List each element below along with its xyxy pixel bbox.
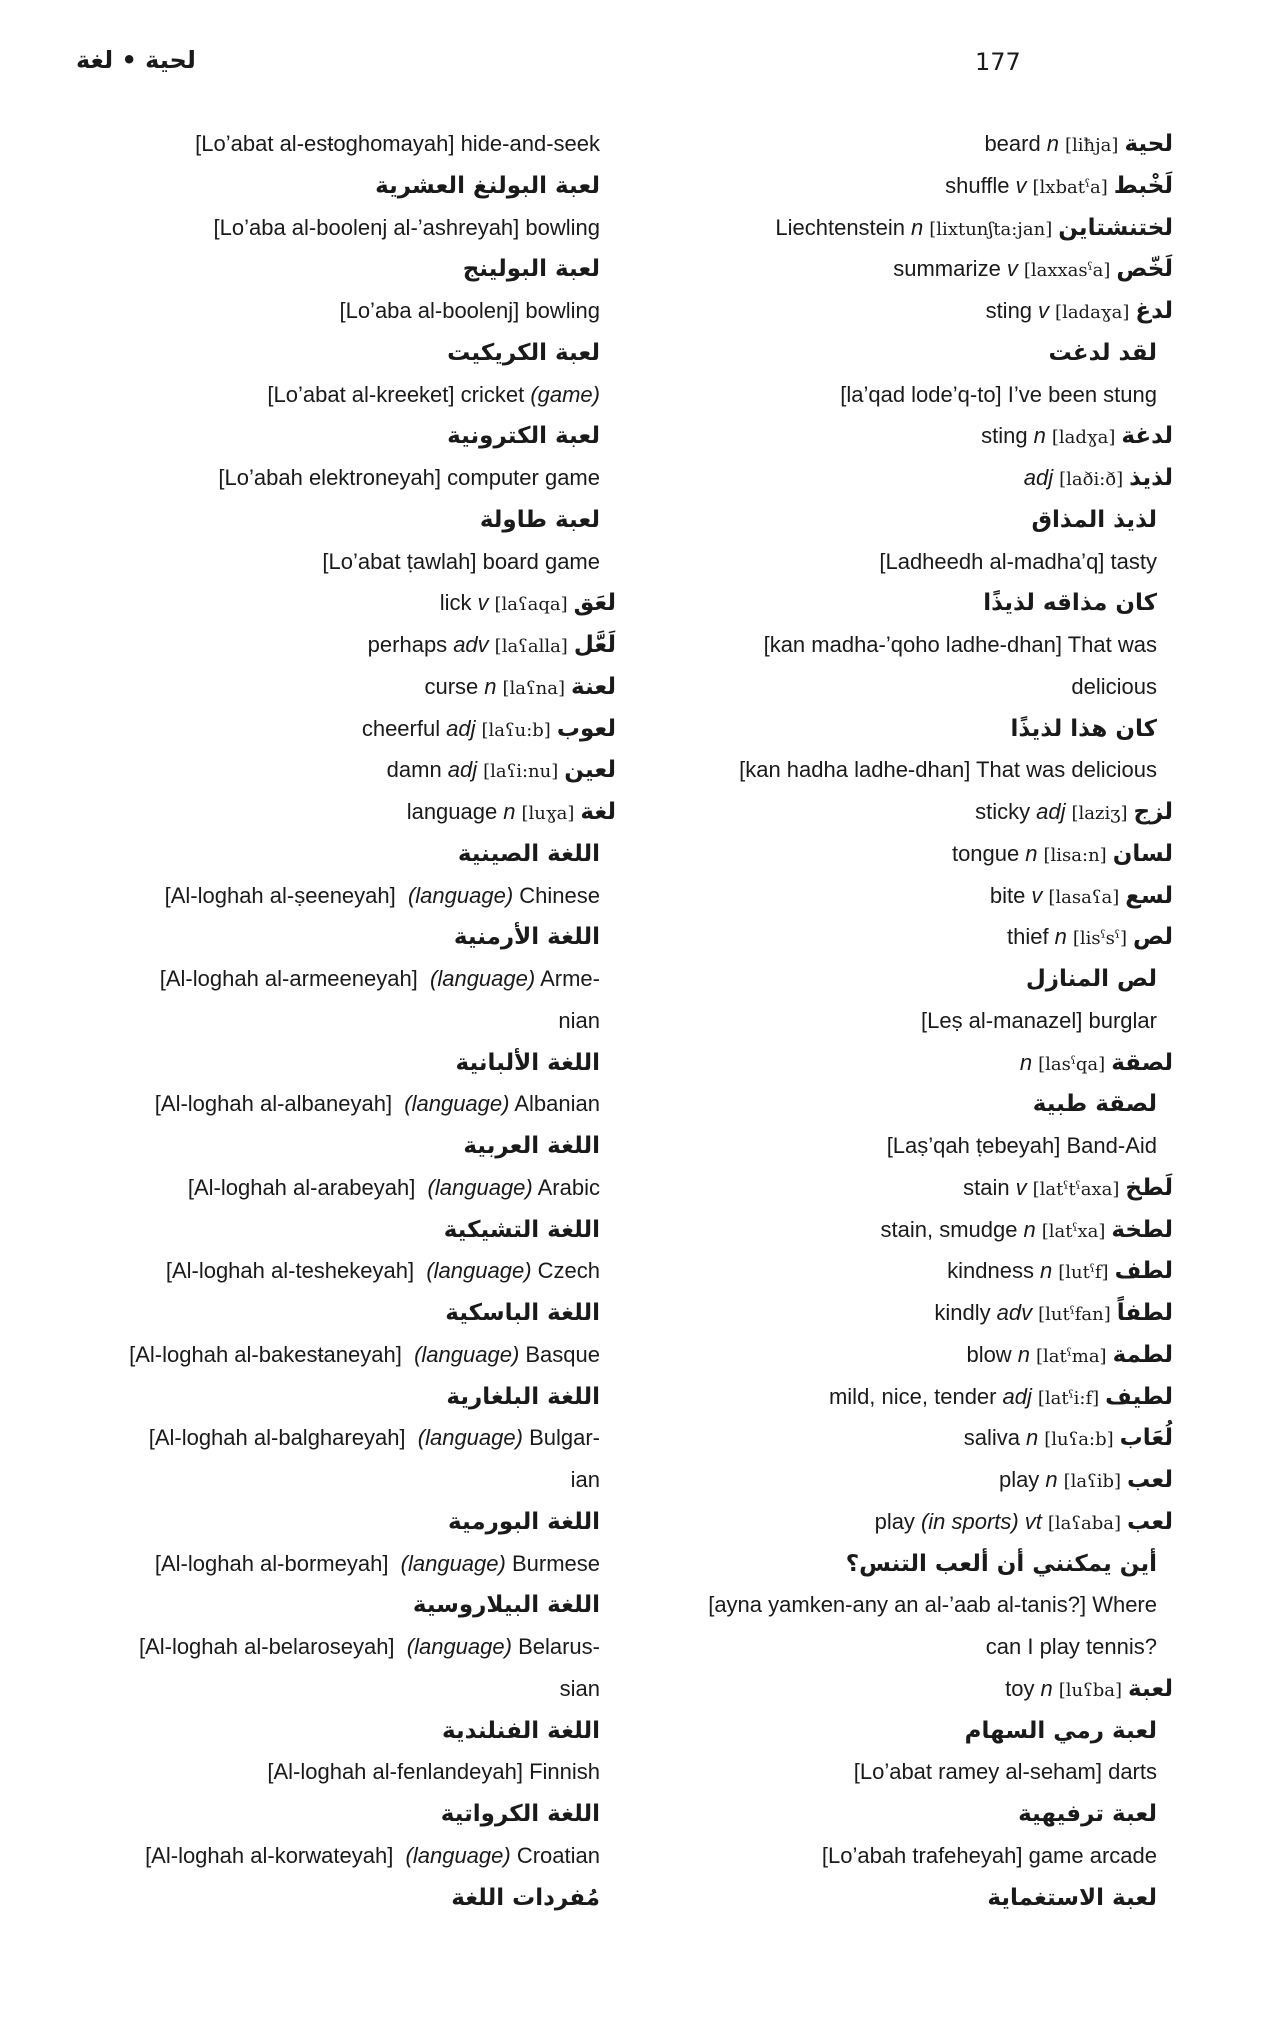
entry-gloss: beard: [984, 131, 1041, 156]
example-phrase-arabic: [454, 917, 600, 957]
example-phrase-arabic: [442, 1711, 600, 1751]
phrase-arabic: لعبة ترفيهية: [1018, 1801, 1157, 1827]
usage-label: (language): [430, 966, 536, 991]
headword-arabic: لعب: [1127, 1508, 1173, 1535]
example-phrase-arabic: [1026, 959, 1157, 999]
pronunciation: [latˤi:f]: [1037, 1387, 1100, 1409]
entry-gloss: curse: [424, 673, 479, 699]
translation-text: Arabic: [532, 1174, 600, 1200]
example-translation: [145, 1836, 600, 1876]
dictionary-entry: [775, 208, 1173, 248]
pronunciation: [luʕba]: [1058, 1679, 1123, 1701]
example-translation: [708, 1585, 1157, 1625]
dictionary-entry: [981, 416, 1173, 456]
phrase-arabic: لعبة طاولة: [479, 506, 600, 533]
transliteration-text: [Al-loghah al-arabeyah]: [187, 1174, 428, 1200]
example-phrase-arabic: [463, 1126, 600, 1166]
example-translation: [887, 1126, 1157, 1166]
pronunciation: [lxbatˤa]: [1032, 176, 1108, 198]
headword-arabic: لطف: [1114, 1258, 1173, 1285]
phrase-arabic: أين يمكنني أن ألعب التنس؟: [845, 1550, 1157, 1577]
entry-gloss: Liechtenstein: [775, 214, 906, 240]
dictionary-entry: [1005, 1669, 1173, 1709]
part-of-speech: n: [1046, 131, 1059, 156]
dictionary-entry: [368, 625, 616, 665]
entry-gloss: play: [998, 1467, 1040, 1492]
transliteration-text: [Al-loghah al-balghareyah]: [148, 1425, 418, 1451]
pronunciation: [laʕu:b]: [481, 719, 551, 741]
transliteration-text: [Lo’abat ṭawlah] board game: [322, 548, 600, 574]
transliteration-text: [Al-loghah al-teshekeyah]: [165, 1258, 427, 1284]
headword-arabic: لسع: [1125, 882, 1173, 909]
example-phrase-arabic: [463, 249, 600, 289]
entry-gloss: perhaps: [367, 632, 448, 657]
transliteration-text: [Lo’abat ramey al-seham] darts: [853, 1759, 1157, 1785]
transliteration-text: [Leṣ al-manazel] burglar: [920, 1007, 1157, 1033]
transliteration-text: [Lo’abat al-esŧoghomayah] hide-and-seek: [195, 131, 600, 156]
entry-gloss: language: [406, 799, 498, 824]
phrase-arabic: اللغة الألبانية: [455, 1049, 600, 1076]
dictionary-entry: [999, 1460, 1173, 1500]
example-phrase-arabic: [447, 333, 600, 373]
transliteration-text: [Lo’abah trafeheyah] game arcade: [821, 1842, 1157, 1868]
part-of-speech: n: [1017, 1341, 1030, 1367]
example-translation: [854, 1752, 1157, 1792]
example-phrase-arabic: [446, 1377, 600, 1417]
example-phrase-arabic: [458, 834, 600, 874]
phrase-arabic: لعبة الكريكيت: [447, 339, 600, 366]
pronunciation: [laʕna]: [502, 677, 566, 699]
part-of-speech: n: [1019, 1049, 1033, 1075]
example-phrase-arabic: [480, 500, 600, 540]
headword-arabic: لَخْبط: [1113, 172, 1173, 199]
entry-gloss: damn: [386, 757, 442, 783]
dictionary-entry: [934, 1293, 1173, 1333]
pronunciation: [laxxasˤa]: [1023, 260, 1111, 282]
example-translation: [155, 1084, 600, 1124]
example-phrase-arabic: [846, 1544, 1157, 1584]
usage-label: (language): [405, 1842, 511, 1868]
translation-text: Czech: [531, 1258, 600, 1284]
dictionary-entry: [424, 667, 616, 707]
headword-arabic: لُعَاب: [1119, 1425, 1173, 1452]
part-of-speech: v: [477, 590, 489, 616]
phrase-arabic: اللغة الأرمنية: [453, 924, 600, 951]
part-of-speech: n: [911, 214, 924, 240]
transliteration-text: sian: [559, 1675, 600, 1701]
pronunciation: [lutˤfan]: [1038, 1304, 1111, 1325]
example-translation: [571, 1460, 600, 1500]
usage-label: (language): [407, 882, 514, 908]
phrase-arabic: لذيذ المذاق: [1031, 506, 1157, 533]
phrase-arabic: لعبة الكترونية: [447, 423, 600, 450]
part-of-speech: n: [503, 799, 516, 824]
transliteration-text: [Al-loghah al-bakesŧaneyah]: [129, 1341, 415, 1367]
headword-arabic: لطيف: [1105, 1383, 1173, 1410]
pronunciation: [lisa:n]: [1043, 844, 1107, 866]
part-of-speech: v: [1015, 172, 1027, 198]
example-phrase-arabic: [1049, 333, 1157, 373]
transliteration-text: [la’qad lode’q-to] I’ve been stung: [840, 381, 1157, 407]
example-translation: [166, 1251, 600, 1291]
phrase-arabic: اللغة الفنلندية: [442, 1717, 600, 1744]
pronunciation: [laʕi:nu]: [483, 761, 559, 783]
phrase-arabic: لعبة البولينج: [462, 256, 600, 283]
entry-gloss: kindness: [947, 1258, 1034, 1284]
example-translation: [195, 124, 600, 164]
pronunciation: [laði:ð]: [1059, 469, 1124, 490]
transliteration-text: ian: [570, 1467, 600, 1492]
pronunciation: [lasˤqa]: [1038, 1053, 1106, 1075]
example-translation: [188, 1168, 600, 1208]
dictionary-entry: [407, 792, 616, 832]
part-of-speech: adj: [1023, 465, 1054, 490]
pronunciation: [lisˤsˤ]: [1072, 928, 1127, 950]
dictionary-entry: [963, 1168, 1173, 1208]
transliteration-text: [Lo’abah elektroneyah] computer game: [218, 465, 600, 490]
dictionary-entry: [986, 291, 1173, 331]
page-number: 177: [975, 48, 1021, 76]
usage-label: (language): [427, 1174, 533, 1200]
dictionary-entry: [947, 1251, 1173, 1291]
translation-text: Arme-: [535, 966, 600, 991]
dictionary-entry: [990, 876, 1173, 916]
pronunciation: [liħja]: [1064, 135, 1119, 156]
transliteration-text: [Al-loghah al-belaroseyah]: [138, 1634, 407, 1659]
headword-arabic: لطخة: [1111, 1216, 1173, 1243]
example-translation: [558, 1001, 600, 1041]
entry-gloss: mild, nice, tender: [828, 1383, 997, 1409]
entry-gloss: saliva: [963, 1425, 1020, 1451]
entry-gloss: bite: [989, 882, 1026, 908]
part-of-speech: n: [1026, 1425, 1039, 1451]
example-translation: [879, 542, 1157, 582]
dictionary-entry: [1024, 458, 1173, 498]
phrase-arabic: اللغة العربية: [463, 1133, 600, 1159]
example-translation: [267, 375, 600, 415]
headword-arabic: لطمة: [1112, 1341, 1173, 1368]
entry-gloss: stain: [963, 1174, 1010, 1200]
phrase-arabic: كان مذاقه لذيذًا: [983, 590, 1157, 617]
phrase-arabic: لصقة طبية: [1032, 1091, 1157, 1118]
dictionary-entry: [440, 583, 616, 623]
usage-label: (language): [406, 1634, 512, 1659]
headword-arabic: لعنة: [571, 673, 616, 700]
example-translation: [155, 1544, 600, 1584]
example-phrase-arabic: [987, 1878, 1157, 1918]
headword-arabic: لدغة: [1121, 423, 1173, 450]
pronunciation: [luɣa]: [521, 803, 575, 824]
transliteration-text: [Lo’aba al-boolenj al-’ashreyah] bowling: [213, 214, 600, 240]
transliteration-text: [Al-loghah al-armeeneyah]: [159, 966, 431, 991]
dictionary-entry: [984, 124, 1173, 164]
dictionary-entry: [952, 834, 1173, 874]
headword-arabic: لطفاً: [1116, 1300, 1173, 1326]
example-translation: [267, 1752, 600, 1792]
entry-gloss: sting: [981, 423, 1028, 449]
headword-arabic: لَطخ: [1125, 1174, 1173, 1201]
headword-arabic: لعَق: [573, 590, 616, 617]
dictionary-entry: [966, 1335, 1173, 1375]
entry-gloss: sticky: [975, 799, 1031, 824]
dictionary-entry: [945, 166, 1173, 206]
part-of-speech: adv: [453, 632, 489, 657]
example-translation: [822, 1836, 1157, 1876]
part-of-speech: v: [1031, 882, 1043, 908]
phrase-arabic: لعبة الاستغماية: [987, 1884, 1157, 1911]
right-column: [640, 0, 1173, 2033]
entry-gloss: thief: [1007, 924, 1049, 950]
transliteration-text: [Al-loghah al-fenlandeyah] Finnish: [267, 1759, 600, 1785]
headword-arabic: لصقة: [1111, 1049, 1173, 1076]
headword-arabic: لحية: [1124, 131, 1173, 157]
translation-text: Chinese: [513, 882, 600, 908]
example-translation: [560, 1669, 600, 1709]
dictionary-entry: [1007, 917, 1173, 957]
headword-arabic: لذيذ: [1129, 465, 1173, 491]
phrase-arabic: لعبة رمي السهام: [964, 1717, 1157, 1744]
part-of-speech: adj: [446, 715, 476, 741]
example-phrase-arabic: [1031, 500, 1157, 540]
transliteration-text: [Al-loghah al-albaneyah]: [154, 1091, 405, 1117]
part-of-speech: v: [1038, 298, 1050, 323]
entry-gloss: kindly: [934, 1300, 991, 1325]
usage-label: (language): [426, 1258, 532, 1284]
pronunciation: [ladɣa]: [1051, 427, 1116, 449]
pronunciation: [latˤxa]: [1041, 1220, 1106, 1242]
example-translation: [214, 208, 600, 248]
example-translation: [1071, 667, 1157, 707]
phrase-arabic: اللغة البورمية: [448, 1508, 600, 1535]
phrase-arabic: كان هذا لذيذًا: [1010, 715, 1157, 742]
part-of-speech: adj: [447, 757, 478, 783]
part-of-speech: n: [484, 673, 497, 699]
transliteration-text: [Laṣ’qah ṭebeyah] Band-Aid: [886, 1133, 1157, 1158]
headword-arabic: لَعَّل: [573, 632, 616, 658]
part-of-speech: adj: [1036, 799, 1066, 824]
entry-gloss: blow: [966, 1341, 1012, 1367]
example-phrase-arabic: [451, 1878, 600, 1918]
headword-arabic: لزج: [1133, 799, 1173, 825]
pronunciation: [latˤtˤaxa]: [1032, 1178, 1120, 1200]
example-translation: [218, 458, 600, 498]
example-translation: [139, 1627, 600, 1667]
usage-label: (language): [414, 1341, 520, 1367]
pronunciation: [ladaɣa]: [1055, 302, 1130, 323]
example-translation: [764, 625, 1157, 665]
translation-text: Belarus-: [511, 1634, 600, 1659]
headword-arabic: لعوب: [556, 715, 616, 742]
entry-gloss: lick: [439, 590, 472, 616]
phrase-arabic: لص المنازل: [1025, 966, 1157, 992]
usage-label: (language): [400, 1550, 506, 1576]
dictionary-entry: [829, 1377, 1173, 1417]
pronunciation: [laʕaba]: [1047, 1512, 1122, 1534]
pronunciation: [laʕib]: [1063, 1471, 1122, 1492]
example-phrase-arabic: [413, 1585, 600, 1625]
entry-gloss: summarize: [893, 256, 1001, 282]
transliteration-text: [Al-loghah al-ṣeeneyah]: [164, 882, 408, 908]
part-of-speech: n: [1025, 840, 1038, 866]
example-phrase-arabic: [1010, 709, 1157, 749]
dictionary-entry: [964, 1418, 1173, 1458]
part-of-speech: adj: [1002, 1383, 1032, 1409]
pronunciation: [lasaʕa]: [1048, 886, 1120, 908]
headword-arabic: لعب: [1127, 1467, 1173, 1493]
entry-gloss: sting: [985, 298, 1033, 323]
pronunciation: [luʕa:b]: [1044, 1429, 1114, 1451]
example-translation: [921, 1001, 1157, 1041]
entry-gloss: play: [874, 1508, 915, 1534]
dictionary-entry: [893, 249, 1173, 289]
headword-arabic: لَخّص: [1116, 256, 1173, 283]
example-phrase-arabic: [448, 1502, 600, 1542]
phrase-arabic: اللغة الكرواتية: [440, 1801, 600, 1827]
running-head-guide-words: لحية • لغة: [76, 46, 196, 74]
pronunciation: [laʕaqa]: [494, 594, 568, 616]
part-of-speech: vt: [1024, 1508, 1042, 1534]
entry-gloss: shuffle: [945, 172, 1010, 198]
entry-gloss: tongue: [951, 840, 1020, 866]
usage-label: (game): [530, 381, 600, 407]
usage-label: (language): [417, 1425, 523, 1451]
entry-gloss: cheerful: [361, 715, 441, 741]
transliteration-text: [ayna yamken-any an al-’aab al-tanis?] Where: [708, 1592, 1157, 1618]
pronunciation: [latˤma]: [1035, 1345, 1107, 1367]
headword-arabic: لص: [1132, 924, 1173, 951]
example-translation: [165, 876, 600, 916]
headword-arabic: لدغ: [1135, 298, 1173, 324]
example-translation: [840, 375, 1157, 415]
dictionary-entry: [387, 750, 616, 790]
pronunciation: [laziʒ]: [1071, 803, 1128, 824]
example-phrase-arabic: [1033, 1084, 1157, 1124]
transliteration-text: [Lo’abat al-kreeket] cricket: [267, 381, 531, 407]
headword-arabic: لعين: [564, 757, 616, 784]
transliteration-text: delicious: [1071, 673, 1157, 699]
headword-arabic: لسان: [1112, 840, 1173, 867]
entry-gloss: stain, smudge: [880, 1216, 1018, 1242]
example-phrase-arabic: [1018, 1794, 1157, 1834]
example-phrase-arabic: [447, 416, 600, 456]
entry-gloss: toy: [1005, 1675, 1035, 1701]
example-translation: [149, 1418, 600, 1458]
translation-text: Bulgar-: [522, 1425, 600, 1451]
translation-text: Albanian: [509, 1091, 600, 1117]
headword-arabic: لغة: [580, 799, 616, 825]
example-translation: [986, 1627, 1157, 1667]
example-phrase-arabic: [445, 1293, 600, 1333]
dictionary-entry: [362, 709, 616, 749]
part-of-speech: n: [1023, 1216, 1036, 1242]
part-of-speech: n: [1045, 1467, 1058, 1492]
transliteration-text: [kan hadha ladhe-dhan] That was delicious: [739, 757, 1157, 783]
part-of-speech: v: [1006, 256, 1018, 282]
example-phrase-arabic: [375, 166, 600, 206]
part-of-speech: n: [1039, 1258, 1053, 1284]
phrase-arabic: لقد لدغت: [1048, 339, 1157, 366]
part-of-speech: adv: [996, 1300, 1033, 1325]
dictionary-entry: [1020, 1043, 1173, 1083]
example-translation: [322, 542, 600, 582]
transliteration-text: nian: [558, 1007, 600, 1033]
translation-text: Basque: [519, 1341, 600, 1367]
example-phrase-arabic: [965, 1711, 1157, 1751]
pronunciation: [lixtunʃta:jan]: [929, 218, 1053, 240]
translation-text: Burmese: [505, 1550, 600, 1576]
pronunciation: [lutˤf]: [1058, 1262, 1109, 1284]
phrase-arabic: اللغة البيلاروسية: [412, 1592, 600, 1619]
part-of-speech: n: [1040, 1675, 1053, 1701]
entry-gloss-note: (in sports): [920, 1508, 1019, 1534]
part-of-speech: n: [1054, 924, 1067, 950]
transliteration-text: [kan madha-’qoho ladhe-dhan] That was: [763, 632, 1157, 657]
part-of-speech: n: [1033, 423, 1046, 449]
part-of-speech: v: [1015, 1174, 1027, 1200]
phrase-arabic: مُفردات اللغة: [451, 1884, 600, 1911]
example-translation: [739, 750, 1157, 790]
transliteration-text: [Al-loghah al-bormeyah]: [154, 1550, 401, 1576]
example-phrase-arabic: [456, 1043, 601, 1083]
example-phrase-arabic: [441, 1794, 600, 1834]
translation-text: Croatian: [510, 1842, 600, 1868]
phrase-arabic: اللغة الصينية: [457, 840, 600, 867]
dictionary-entry: [875, 1502, 1173, 1542]
phrase-arabic: اللغة الباسكية: [445, 1300, 600, 1326]
example-phrase-arabic: [444, 1210, 600, 1250]
left-column: [60, 0, 616, 2033]
headword-arabic: لعبة: [1128, 1675, 1173, 1702]
transliteration-text: [Al-loghah al-korwateyah]: [145, 1842, 406, 1868]
phrase-arabic: لعبة البولنغ العشرية: [375, 172, 600, 199]
transliteration-text: can I play tennis?: [985, 1634, 1157, 1659]
pronunciation: [laʕalla]: [494, 636, 568, 657]
transliteration-text: [Lo’aba al-boolenj] bowling: [339, 298, 600, 323]
example-translation: [129, 1335, 600, 1375]
transliteration-text: [Ladheedh al-madha’q] tasty: [879, 548, 1157, 574]
example-translation: [339, 291, 600, 331]
dictionary-entry: [975, 792, 1173, 832]
headword-arabic: لختنشتاين: [1058, 214, 1173, 241]
usage-label: (language): [404, 1091, 510, 1117]
example-phrase-arabic: [983, 583, 1157, 623]
phrase-arabic: اللغة التشيكية: [443, 1216, 600, 1243]
dictionary-entry: [881, 1210, 1174, 1250]
phrase-arabic: اللغة البلغارية: [446, 1383, 600, 1410]
example-translation: [160, 959, 600, 999]
